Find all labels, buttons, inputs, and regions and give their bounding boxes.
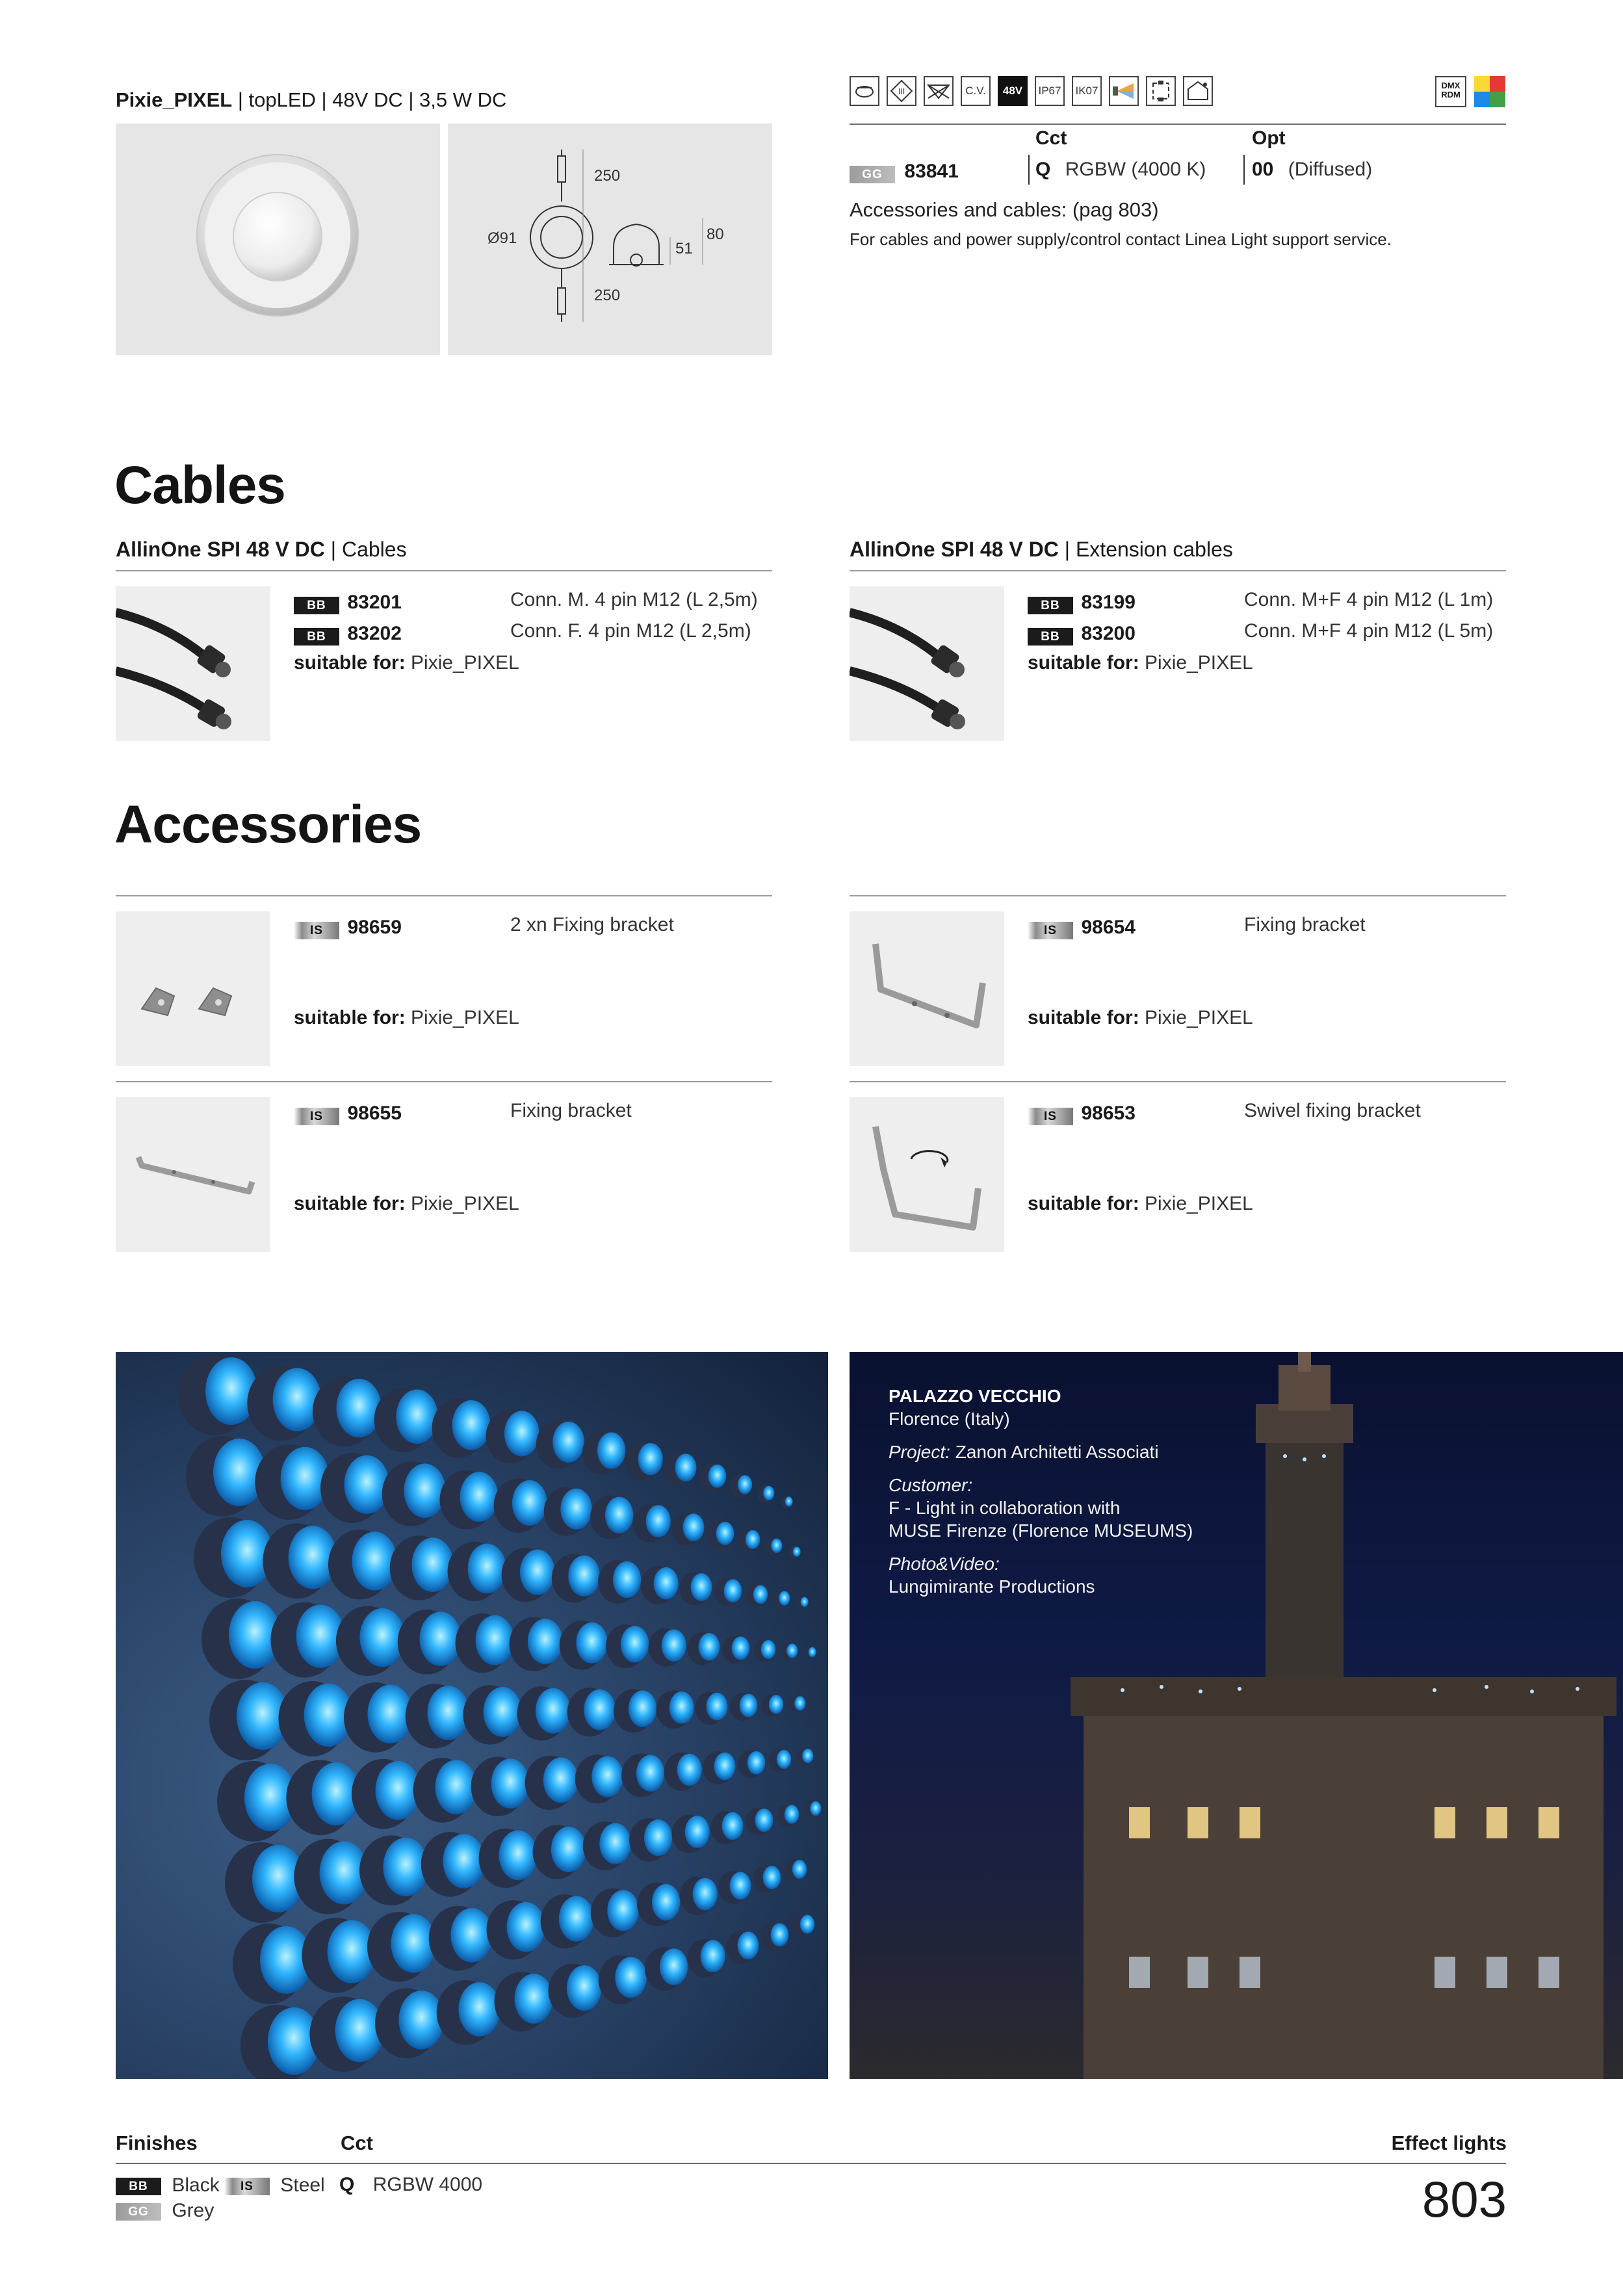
led-module [722,1636,749,1663]
suitable-label: suitable for: [294,1007,406,1028]
acc-rule-2-right [850,1081,1506,1082]
suitable-for [294,1007,519,1029]
led-module [575,1755,623,1803]
led-module [186,1436,265,1517]
led-module [672,1814,710,1853]
accessory-code: 98654 [1081,917,1136,938]
page-number: 803 [1422,2171,1507,2228]
table-top-rule [850,124,1506,125]
accessory-desc: Swivel fixing bracket [1244,1100,1421,1121]
led-module [582,1431,625,1474]
cable-desc: Conn. F. 4 pin M12 (L 2,5m) [510,620,751,642]
opt-code: 00 [1252,159,1274,180]
led-module [730,1474,752,1497]
led-module [606,1624,649,1668]
led-module [761,1922,788,1950]
led-module [738,1750,765,1778]
led-module [495,1972,553,2031]
led-module [591,1888,639,1937]
led-module [671,1513,704,1546]
led-module [710,1811,743,1844]
led-module [688,1939,725,1977]
palazzo-vecchio-photo [850,1352,1623,2079]
led-module [769,1749,791,1772]
led-module [781,1643,798,1660]
led-module [656,1690,694,1729]
project-value: Zanon Architetti Associati [955,1442,1159,1462]
led-module [313,1376,382,1446]
cable-desc: Conn. M+F 4 pin M12 (L 5m) [1244,620,1494,642]
footer-cct-code: Q [339,2174,355,2195]
cables-left-heading [116,538,407,562]
suitable-label: suitable for: [294,1193,406,1214]
led-module [621,1753,664,1797]
finish-badge-steel: IS [294,1108,339,1125]
led-module [746,1584,768,1607]
led-module [614,1689,656,1732]
led-module [240,2005,320,2079]
led-module [590,1495,633,1539]
acc-rule-1-left [116,895,772,896]
col-opt: Opt [1252,127,1286,149]
led-module [209,1680,289,1760]
led-module [777,1804,799,1827]
dim-bottom: 250 [594,287,621,304]
list-item [1028,917,1136,939]
led-module [194,1517,273,1598]
led-module [502,1548,555,1602]
led-module [645,1947,688,1990]
led-module [463,1685,522,1745]
led-module [487,1900,545,1960]
suitable-label: suitable for: [1028,1193,1139,1214]
project-label: Project: [889,1442,950,1462]
dim-51: 51 [675,240,693,257]
led-module [320,1453,389,1523]
color-temp-icon [1109,76,1139,106]
cct-cell [1035,159,1206,181]
led-module [598,1560,641,1604]
accessory-desc: 2 xn Fixing bracket [510,914,674,935]
footer-cct-value: RGBW 4000 [372,2174,483,2195]
suitable-label: suitable for: [294,652,406,673]
led-module [270,1602,344,1678]
led-module [544,1487,592,1535]
finish-grey [116,2200,214,2222]
led-module [703,1751,735,1784]
led-module [479,1829,538,1888]
led-module [679,1572,712,1605]
cables-right-heading-bold: AllinOne SPI 48 V DC [850,538,1059,561]
led-module [746,1808,773,1836]
suitable-value: Pixie_PIXEL [411,1193,519,1214]
pixel-wall-photo [116,1352,828,2079]
project-location: Florence (Italy) [889,1409,1010,1429]
certification-icons [850,76,1213,106]
finish-badge-steel: IS [224,2178,270,2195]
suitable-label: suitable for: [1028,652,1139,673]
led-module [456,1613,514,1673]
cables-right-heading-rest: | Extension cables [1064,538,1233,561]
led-module [302,1918,376,1993]
led-module [633,1504,671,1542]
customer-label: Customer: [889,1475,973,1495]
led-module [406,1684,469,1749]
led-module [344,1682,413,1753]
product-row [850,161,959,183]
col-cct: Cct [1035,127,1067,149]
led-module [796,1748,813,1766]
led-module [664,1453,696,1486]
cable-photo-right [850,586,1004,741]
accessory-desc: Fixing bracket [510,1100,632,1121]
finish-badge-steel: IS [294,922,339,939]
led-module [359,1835,428,1905]
cables-right-heading [850,538,1233,562]
cable-desc: Conn. M+F 4 pin M12 (L 1m) [1244,589,1494,610]
cables-left-heading-bold: AllinOne SPI 48 V DC [116,538,325,561]
dim-top: 250 [594,167,621,185]
support-note: For cables and power supply/control contact Linea Light support service. [850,229,1392,249]
led-module [726,1931,759,1964]
customer-line1: F - Light in collaboration with [889,1498,1121,1518]
led-module [536,1420,584,1468]
list-item [294,917,402,939]
product-code: 83841 [904,161,959,182]
accessory-code: 98653 [1081,1102,1136,1124]
led-module [286,1760,360,1835]
led-module [255,1444,329,1520]
led-module [517,1686,571,1740]
led-module [421,1832,485,1897]
opt-value: (Diffused) [1288,159,1373,180]
list-item [1028,1102,1136,1125]
led-module [367,1912,436,1982]
led-module [718,1871,751,1904]
opt-cell [1252,159,1372,181]
outdoor-icon [1183,76,1213,106]
suitable-value: Pixie_PIXEL [1145,1007,1253,1028]
led-module [525,1756,578,1810]
led-module [336,1606,405,1676]
led-module [352,1759,421,1829]
48v-icon: 48V [998,76,1028,106]
pixel-icon [1146,76,1176,106]
technical-drawing [448,124,772,355]
finish-badge-grey: GG [850,166,895,183]
suitable-value: Pixie_PIXEL [411,652,519,673]
led-module [781,1496,792,1509]
led-module [788,1546,800,1559]
cables-title: Cables [114,456,285,515]
col-divider-2 [1243,155,1245,185]
led-module [432,1398,491,1458]
led-module [233,1924,312,2004]
acc-rule-1-right [850,895,1506,896]
led-module [533,1825,586,1879]
list-item [294,1102,402,1125]
led-module [201,1598,281,1679]
led-module [549,1964,602,2018]
ik07-icon: IK07 [1072,76,1102,106]
category-label: Effect lights [1391,2132,1507,2154]
led-module [738,1530,760,1552]
led-module [583,1821,631,1870]
led-module [804,1647,816,1659]
led-module [629,1818,672,1862]
cable-code: 83202 [347,623,402,644]
suitable-for [294,652,519,674]
accessories-title: Accessories [114,795,422,854]
led-module [437,1980,500,2045]
led-module [637,1883,680,1926]
finish-badge-steel: IS [1028,922,1073,939]
led-module [374,1387,438,1452]
accessory-code: 98655 [347,1102,402,1124]
cable-code: 83199 [1081,592,1136,613]
led-module [773,1591,790,1608]
accessories-ref: Accessories and cables: (pag 803) [850,198,1159,221]
cable-code: 83201 [347,592,402,613]
led-module [714,1578,742,1606]
led-module [649,1628,686,1667]
led-module [278,1681,352,1756]
photo-value: Lungimirante Productions [889,1576,1095,1597]
cct-code: Q [1035,159,1051,180]
ip67-icon: IP67 [1035,76,1065,106]
led-module [429,1906,493,1971]
cv-icon: C.V. [961,76,991,106]
suitable-for [294,1193,519,1215]
cable-code: 83200 [1081,623,1136,644]
led-module [695,1691,727,1725]
product-heading [116,88,506,112]
acc-rule-2-left [116,1081,772,1082]
finish-grey-label: Grey [172,2200,214,2221]
led-module [328,1530,397,1600]
suitable-value: Pixie_PIXEL [1145,1193,1253,1214]
dim-diameter: Ø91 [487,229,517,247]
footer-rule [116,2163,1506,2164]
led-module [707,1521,734,1549]
accessory-desc: Fixing bracket [1244,914,1366,935]
accessory-photo [850,911,1004,1066]
finishes-label: Finishes [116,2132,198,2154]
accessory-photo [116,911,270,1066]
led-module [792,1914,814,1937]
led-module [552,1554,600,1602]
product-specs: | topLED | 48V DC | 3,5 W DC [237,88,507,111]
led-module [753,1865,781,1893]
led-module [699,1463,726,1491]
finish-badge-black: BB [1028,597,1073,614]
product-photo [116,124,440,355]
customer-line2: MUSE Firenze (Florence MUSEUMS) [889,1520,1193,1541]
led-module [178,1355,257,1435]
rgbw-icon [1474,76,1505,107]
led-module [641,1566,679,1604]
led-module [680,1877,718,1915]
dim-80: 80 [707,226,724,243]
led-module [309,1996,383,2072]
finish-steel [224,2174,325,2197]
led-module [247,1366,321,1441]
led-module [761,1694,783,1717]
project-caption [889,1385,1193,1598]
led-module [541,1894,594,1948]
cables-left-heading-rest: | Cables [330,538,407,561]
suitable-value: Pixie_PIXEL [411,1007,519,1028]
suitable-for [1028,652,1253,674]
led-module [796,1597,808,1609]
finish-badge-black: BB [294,597,339,614]
finish-badge-grey: GG [116,2203,161,2221]
led-module [448,1542,506,1602]
accessory-photo [850,1097,1004,1252]
led-module [567,1688,616,1736]
finish-black-label: Black [172,2174,220,2196]
no-insulation-icon [924,76,954,106]
led-module [225,1842,304,1923]
led-module [765,1538,782,1556]
led-module [413,1758,477,1823]
led-module [440,1470,499,1530]
driver-icon [850,76,879,106]
list-item [1028,623,1136,646]
led-module [390,1535,454,1600]
col-divider-1 [1028,155,1030,185]
led-module [486,1409,539,1463]
finish-badge-black: BB [116,2178,161,2195]
led-module [471,1756,530,1816]
led-module [494,1478,547,1532]
accessory-photo [116,1097,270,1252]
svg-text:III: III [898,87,905,96]
suitable-value: Pixie_PIXEL [1145,652,1253,673]
led-module [625,1442,663,1480]
product-name: Pixie_PIXEL [116,88,233,111]
led-module [510,1617,563,1671]
led-module [804,1801,821,1818]
led-module [294,1839,368,1914]
led-module [687,1632,720,1665]
cct-value: RGBW (4000 K) [1065,159,1206,180]
footer-cct [339,2174,482,2196]
list-item [294,623,402,646]
suitable-for [1028,1193,1253,1215]
led-module [785,1859,807,1882]
led-module [217,1761,296,1842]
cables-left-rule [116,570,772,571]
finish-steel-label: Steel [280,2174,325,2196]
led-module [398,1610,461,1675]
led-module [757,1485,774,1503]
cable-photo-left [116,586,270,741]
dmx-rdm-label: DMX RDM [1441,81,1461,99]
led-module [382,1461,446,1526]
led-module [788,1695,805,1713]
finish-badge-black: BB [294,628,339,646]
finish-black [116,2174,220,2197]
finish-badge-black: BB [1028,628,1073,646]
list-item [1028,592,1136,614]
class-iii-icon [887,76,916,106]
photo-label: Photo&Video: [889,1554,1000,1574]
led-module [599,1955,647,2004]
led-module [730,1693,757,1721]
led-module [560,1621,608,1669]
dmx-rdm-icon [1435,76,1466,107]
footer-cct-label: Cct [341,2132,373,2154]
suitable-for [1028,1007,1253,1029]
led-module [263,1523,337,1598]
cable-desc: Conn. M. 4 pin M12 (L 2,5m) [510,589,758,610]
led-module [753,1639,775,1662]
suitable-label: suitable for: [1028,1007,1139,1028]
finish-badge-steel: IS [1028,1108,1073,1125]
led-module [664,1753,702,1791]
list-item [294,592,402,614]
led-module [375,1989,444,2059]
cables-right-rule [850,570,1506,571]
accessory-code: 98659 [347,917,402,938]
project-name: PALAZZO VECCHIO [889,1386,1061,1406]
